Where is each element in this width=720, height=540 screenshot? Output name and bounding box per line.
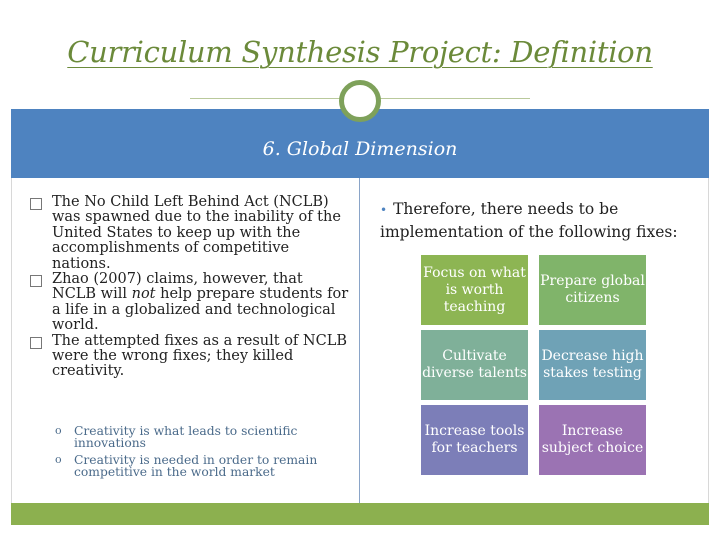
column-divider xyxy=(359,178,360,503)
slide-subtitle: 6. Global Dimension xyxy=(262,138,458,160)
left-column xyxy=(30,195,350,380)
fix-cell: Decrease high stakes testing xyxy=(539,330,646,400)
right-intro xyxy=(380,198,700,243)
fix-cell: Increase tools for teachers xyxy=(421,405,528,475)
fix-cell: Increase subject choice xyxy=(539,405,646,475)
fix-cell: Prepare global citizens xyxy=(539,255,646,325)
bullet-item xyxy=(30,195,350,272)
intro-text: Therefore, there needs to be implementation of the following fixes: xyxy=(380,200,678,241)
dot-bullet-icon: • xyxy=(380,203,388,217)
fix-cell: Focus on what is worth teaching xyxy=(421,255,528,325)
footer-bar xyxy=(11,503,709,525)
bullet-text-part: help prepare students for a life in a globalized and technological world. xyxy=(52,286,349,334)
bullet-text-part: Zhao (2007) claims, however, that NCLB will xyxy=(52,271,303,303)
slide-title: Curriculum Synthesis Project: Definition xyxy=(67,35,653,69)
circle-bullet-icon: o xyxy=(55,424,62,437)
bullet-item xyxy=(30,272,350,334)
sub-bullet-text: Creativity is needed in order to remain competitive in the world market xyxy=(74,453,318,479)
bullet-emphasis: not xyxy=(131,286,156,303)
fix-cell: Cultivate diverse talents xyxy=(421,330,528,400)
bullet-text: The No Child Left Behind Act (NCLB) was spawned due to the inability of the United States to keep up with the accomplishments of competitive nations. xyxy=(52,194,341,272)
bullet-item xyxy=(30,334,350,380)
bullet-text: The attempted fixes as a result of NCLB were the wrong fixes; they killed creativity. xyxy=(52,332,347,380)
circle-bullet-icon: o xyxy=(55,453,62,466)
sub-bullet-text: Creativity is what leads to scientific innovations xyxy=(74,424,298,450)
sub-bullet-item xyxy=(55,454,345,478)
checkbox-bullet-icon xyxy=(30,337,42,349)
checkbox-bullet-icon xyxy=(30,275,42,287)
circle-ring-icon xyxy=(339,80,381,122)
checkbox-bullet-icon xyxy=(30,198,42,210)
sub-bullet-list xyxy=(55,425,345,483)
sub-bullet-item xyxy=(55,425,345,449)
